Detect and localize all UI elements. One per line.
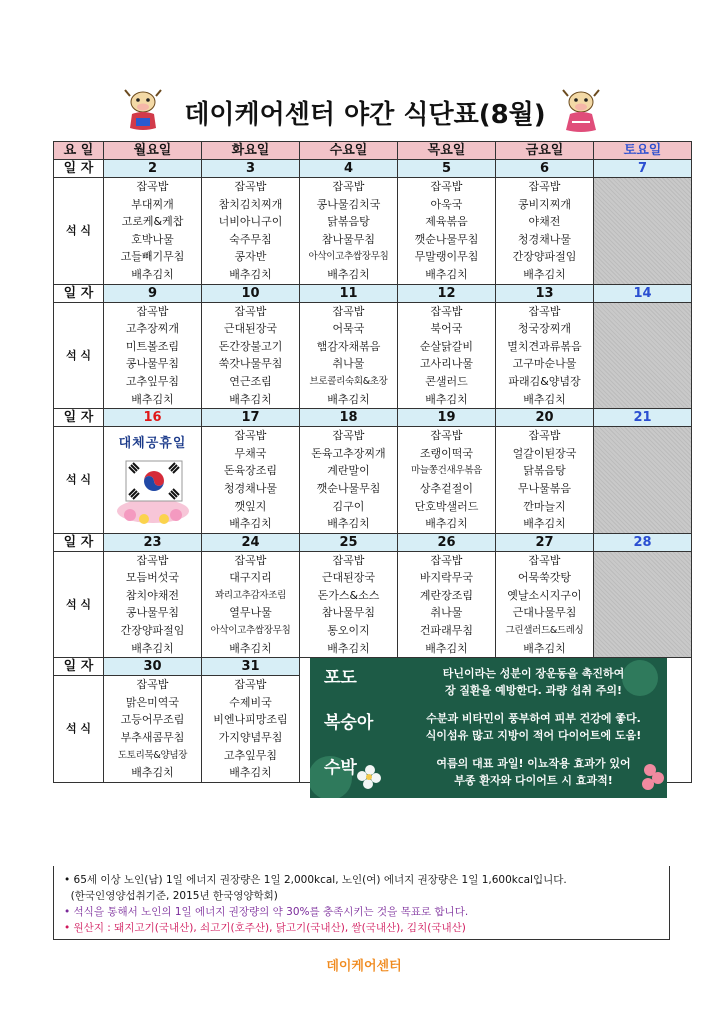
menu-item: 배추김치 [229, 267, 272, 281]
weekday-fri: 금요일 [496, 142, 594, 160]
date-cell: 2 [104, 160, 202, 178]
date-saturday: 14 [594, 284, 692, 302]
date-row [54, 284, 692, 302]
date-cell: 6 [496, 160, 594, 178]
date-row-label: 일 자 [54, 533, 104, 551]
menu-item: 근대나물무침 [512, 606, 577, 620]
menu-item: 취나물 [332, 357, 365, 371]
menu-item: 청경채나물 [517, 232, 572, 246]
fruit-desc-line: 수분과 비타민이 풍부하여 피부 건강에 좋다. [426, 712, 641, 726]
saturday-closed-cell [594, 302, 692, 409]
menu-item: 근대된장국 [223, 322, 278, 336]
date-row-label: 일 자 [54, 409, 104, 427]
menu-item: 잡곡밥 [234, 429, 267, 443]
fruit-desc-line: 장 질환을 예방한다. 과량 섭취 주의! [444, 684, 623, 698]
fruit-desc-line: 여름의 대표 과일! 이뇨작용 효과가 있어 [436, 757, 631, 771]
date-row [54, 409, 692, 427]
menu-item: 대구지리 [229, 571, 272, 585]
menu-item: 참치야채전 [125, 588, 180, 602]
cow-mascot-icon [122, 88, 164, 134]
fruit-name: 포도 [324, 668, 357, 689]
menu-item: 참치김치찌개 [218, 197, 283, 211]
meal-cell [202, 178, 300, 285]
menu-item: 잡곡밥 [234, 553, 267, 567]
menu-item: 배추김치 [327, 392, 370, 406]
date-cell: 16 [104, 409, 202, 427]
meal-cell [300, 551, 398, 658]
meal-cell [300, 178, 398, 285]
page-title: 데이케어센터 야간 식단표(8월) [184, 100, 546, 130]
fruit-info-panel [310, 658, 667, 798]
dinner-row-label: 석 식 [54, 178, 104, 285]
menu-item: 꽈리고추감자조림 [214, 589, 287, 601]
menu-item: 호박나물 [131, 232, 174, 246]
menu-item: 무말랭이무침 [414, 250, 479, 264]
menu-item: 쑥갓나물무침 [218, 357, 283, 371]
menu-item: 잡곡밥 [430, 304, 463, 318]
date-cell: 23 [104, 533, 202, 551]
dinner-row-label: 석 식 [54, 302, 104, 409]
menu-item: 멸치견과류볶음 [507, 339, 582, 353]
menu-item: 고구마순나물 [512, 357, 577, 371]
menu-item: 김구이 [332, 499, 365, 513]
menu-item: 청국장찌개 [517, 322, 572, 336]
notes-box [53, 866, 670, 940]
dinner-row-label: 석 식 [54, 676, 104, 783]
fruit-name: 수박 [324, 758, 357, 779]
fruit-info-cell [300, 658, 692, 788]
menu-item: 마늘쫑건새우볶음 [410, 465, 483, 477]
meal-cell [104, 302, 202, 409]
meal-cell [202, 551, 300, 658]
saturday-closed-cell [594, 178, 692, 285]
menu-item: 청경채나물 [223, 481, 278, 495]
holiday-cell [104, 427, 201, 531]
title-area [0, 88, 724, 134]
date-row-label: 일 자 [54, 160, 104, 178]
menu-table [53, 141, 692, 788]
menu-item: 잡곡밥 [430, 180, 463, 193]
menu-item: 닭볶음탕 [523, 464, 566, 478]
date-cell: 27 [496, 533, 594, 551]
date-cell: 3 [202, 160, 300, 178]
date-row [54, 160, 692, 178]
menu-item: 건파래무침 [419, 624, 474, 638]
date-saturday: 28 [594, 533, 692, 551]
date-saturday: 7 [594, 160, 692, 178]
menu-item: 배추김치 [131, 641, 174, 655]
fruit-name: 복숭아 [324, 713, 374, 734]
menu-item: 수제비국 [229, 695, 272, 709]
weekday-thu: 목요일 [398, 142, 496, 160]
menu-item: 간장양파절임 [512, 250, 577, 264]
menu-item: 도토리묵&양념장 [117, 749, 188, 761]
menu-item: 미트볼조림 [125, 339, 180, 353]
menu-item: 잡곡밥 [136, 304, 169, 318]
date-cell: 13 [496, 284, 594, 302]
weekday-mon: 월요일 [104, 142, 202, 160]
menu-item: 돈가스&소스 [317, 588, 380, 602]
menu-item: 돈육고추장찌개 [311, 446, 386, 460]
menu-item: 잡곡밥 [430, 553, 463, 567]
menu-item: 고등어무조림 [120, 713, 185, 727]
menu-item: 배추김치 [229, 641, 272, 655]
menu-item: 배추김치 [327, 641, 370, 655]
menu-item: 제육볶음 [425, 215, 468, 229]
menu-item: 배추김치 [425, 641, 468, 655]
date-cell: 19 [398, 409, 496, 427]
saturday-closed-cell [594, 427, 692, 534]
menu-item: 배추김치 [425, 392, 468, 406]
menu-item: 배추김치 [131, 267, 174, 281]
menu-item: 고추잎무침 [223, 748, 278, 762]
menu-item: 잡곡밥 [332, 180, 365, 193]
date-cell: 26 [398, 533, 496, 551]
menu-item: 배추김치 [523, 392, 566, 406]
menu-item: 계란장조림 [419, 588, 474, 602]
menu-item: 파래김&양념장 [508, 374, 581, 388]
date-cell: 20 [496, 409, 594, 427]
menu-item: 잡곡밥 [332, 429, 365, 443]
menu-item: 배추김치 [327, 517, 370, 531]
dinner-row [54, 302, 692, 409]
menu-item: 아욱국 [430, 197, 463, 211]
menu-item: 배추김치 [523, 517, 566, 531]
weekday-header-row [54, 142, 692, 160]
date-cell: 4 [300, 160, 398, 178]
menu-item: 너비아니구이 [218, 215, 283, 229]
holiday-label: 대체공휴일 [118, 436, 187, 452]
menu-item: 콩비지찌개 [517, 197, 572, 211]
menu-item: 배추김치 [131, 766, 174, 780]
meal-cell [398, 551, 496, 658]
menu-item: 부추새콤무침 [120, 731, 185, 745]
menu-item: 단호박샐러드 [414, 499, 479, 513]
menu-item: 취나물 [430, 606, 463, 620]
date-cell: 17 [202, 409, 300, 427]
menu-item: 열무나물 [229, 606, 272, 620]
menu-item: 콩자반 [234, 250, 267, 264]
weekday-wed: 수요일 [300, 142, 398, 160]
date-cell: 5 [398, 160, 496, 178]
menu-item: 브로콜리숙회&초장 [309, 375, 388, 387]
meal-cell [104, 427, 202, 534]
menu-item: 잡곡밥 [234, 304, 267, 318]
dinner-row-label: 석 식 [54, 551, 104, 658]
menu-item: 간장양파절임 [120, 624, 185, 638]
menu-item: 돈간장불고기 [218, 339, 283, 353]
saturday-closed-cell [594, 551, 692, 658]
menu-item: 숙주무침 [229, 232, 272, 246]
menu-item: 그린샐러드&드레싱 [505, 625, 584, 637]
date-row-label: 일 자 [54, 284, 104, 302]
date-row [54, 658, 692, 676]
date-cell: 10 [202, 284, 300, 302]
menu-item: 닭볶음탕 [327, 215, 370, 229]
dinner-row [54, 427, 692, 534]
fruit-desc-line: 식이섬유 많고 지방이 적어 다이어트에 도움! [425, 729, 642, 743]
menu-item: 배추김치 [229, 517, 272, 531]
menu-item: 잡곡밥 [332, 304, 365, 318]
menu-item: 잡곡밥 [528, 180, 561, 193]
menu-item: 비엔나피망조림 [213, 713, 288, 727]
menu-item: 고로케&케찹 [121, 215, 184, 229]
menu-item: 맑은미역국 [125, 695, 180, 709]
date-cell: 11 [300, 284, 398, 302]
meal-cell [496, 551, 594, 658]
meal-cell [104, 178, 202, 285]
menu-item: 아삭이고추쌈장무침 [308, 251, 389, 263]
menu-item: 통오이지 [327, 624, 370, 638]
meal-cell [496, 427, 594, 534]
date-cell: 12 [398, 284, 496, 302]
daycare-logo: 데이케어센터 [326, 959, 402, 974]
meal-cell [496, 302, 594, 409]
menu-item: 잡곡밥 [528, 553, 561, 567]
menu-item: 참나물무침 [321, 232, 376, 246]
fruit-row [310, 662, 667, 704]
menu-item: 잡곡밥 [136, 553, 169, 567]
menu-item: 배추김치 [131, 392, 174, 406]
menu-item: 잡곡밥 [136, 678, 169, 692]
menu-item: 참나물무침 [321, 606, 376, 620]
menu-item: 북어국 [430, 322, 463, 336]
menu-item: 조랭이떡국 [419, 446, 474, 460]
menu-item: 바지락무국 [419, 571, 474, 585]
menu-item: 배추김치 [523, 641, 566, 655]
menu-item: 깐마늘지 [523, 499, 566, 513]
menu-item: 부대찌개 [131, 197, 174, 211]
meal-cell [300, 302, 398, 409]
menu-item: 콘샐러드 [425, 374, 468, 388]
menu-item: 깻순나물무침 [414, 232, 479, 246]
meal-cell [202, 427, 300, 534]
menu-item: 어묵쑥갓탕 [517, 571, 572, 585]
menu-item: 고추잎무침 [125, 374, 180, 388]
meal-cell [202, 676, 300, 783]
date-cell: 25 [300, 533, 398, 551]
fruit-row [310, 707, 667, 749]
menu-item: 배추김치 [523, 267, 566, 281]
note-goal: • 석식을 통해서 노인의 1일 에너지 권장량의 약 30%를 충족시키는 것을 목표로 합니다. [64, 906, 469, 918]
menu-item: 배추김치 [425, 517, 468, 531]
menu-item: 배추김치 [229, 392, 272, 406]
cow-mascot-icon [560, 88, 602, 134]
date-cell: 24 [202, 533, 300, 551]
menu-item: 무나물볶음 [517, 481, 572, 495]
menu-item: 고추장찌개 [125, 322, 180, 336]
menu-item: 햄감자채볶음 [316, 339, 381, 353]
meal-cell [398, 178, 496, 285]
meal-cell [202, 302, 300, 409]
meal-cell [300, 427, 398, 534]
fruit-row [310, 752, 667, 794]
menu-item: 깻잎지 [234, 499, 267, 513]
menu-item: 어묵국 [332, 322, 365, 336]
weekday-tue: 화요일 [202, 142, 300, 160]
weekday-label: 요 일 [54, 142, 104, 160]
menu-item: 깻순나물무침 [316, 481, 381, 495]
menu-item: 야채전 [528, 215, 561, 229]
menu-item: 순살닭갈비 [419, 339, 474, 353]
menu-item: 잡곡밥 [234, 678, 267, 692]
menu-item: 잡곡밥 [528, 304, 561, 318]
weekday-sat: 토요일 [594, 142, 692, 160]
fruit-desc-line: 부종 환자와 다이어트 시 효과적! [454, 774, 613, 788]
menu-item: 아삭이고추쌈장무침 [210, 625, 291, 637]
menu-item: 잡곡밥 [528, 429, 561, 443]
date-cell: 30 [104, 658, 202, 676]
meal-cell [398, 427, 496, 534]
meal-cell [104, 551, 202, 658]
fruit-desc-line: 타닌이라는 성분이 장운동을 촉진하여 [442, 667, 625, 681]
menu-item: 잡곡밥 [234, 180, 267, 193]
menu-item: 계란말이 [327, 464, 370, 478]
menu-item: 돈육장조림 [223, 464, 278, 478]
menu-item: 잡곡밥 [136, 180, 169, 193]
note-origin: • 원산지 : 돼지고기(국내산), 쇠고기(호주산), 닭고기(국내산), 쌀(국내산), 김치(국내산) [64, 922, 466, 934]
menu-item: 근대된장국 [321, 571, 376, 585]
menu-item: 배추김치 [229, 766, 272, 780]
dinner-row-label: 석 식 [54, 427, 104, 534]
menu-item: 무채국 [234, 446, 267, 460]
meal-cell [104, 676, 202, 783]
menu-item: 콩나물무침 [125, 606, 180, 620]
dinner-row [54, 178, 692, 285]
note-source: (한국인영양섭취기준, 2015년 한국영양학회) [64, 890, 278, 902]
menu-item: 잡곡밥 [430, 429, 463, 443]
menu-item: 연근조림 [229, 374, 272, 388]
note-energy: • 65세 이상 노인(남) 1일 에너지 권장량은 1일 2,000kcal, 노인(여) 에너지 권장량은 1일 1,600kcal입니다. [64, 874, 567, 886]
meal-cell [496, 178, 594, 285]
date-row-label: 일 자 [54, 658, 104, 676]
dinner-row [54, 551, 692, 658]
menu-item: 배추김치 [327, 267, 370, 281]
menu-item: 고사리나물 [419, 357, 474, 371]
date-cell: 31 [202, 658, 300, 676]
korean-flag-icon [114, 455, 192, 525]
date-cell: 9 [104, 284, 202, 302]
menu-item: 콩나물김치국 [316, 197, 381, 211]
meal-cell [398, 302, 496, 409]
date-cell: 18 [300, 409, 398, 427]
menu-item: 가지양념무침 [218, 731, 283, 745]
menu-item: 옛날소시지구이 [507, 588, 582, 602]
menu-item: 고들빼기무침 [120, 250, 185, 264]
menu-item: 콩나물무침 [125, 357, 180, 371]
menu-item: 얼갈이된장국 [512, 446, 577, 460]
menu-item: 모듬버섯국 [125, 571, 180, 585]
date-saturday: 21 [594, 409, 692, 427]
menu-item: 배추김치 [425, 267, 468, 281]
date-row [54, 533, 692, 551]
menu-item: 잡곡밥 [332, 553, 365, 567]
menu-item: 상추겉절이 [419, 481, 474, 495]
